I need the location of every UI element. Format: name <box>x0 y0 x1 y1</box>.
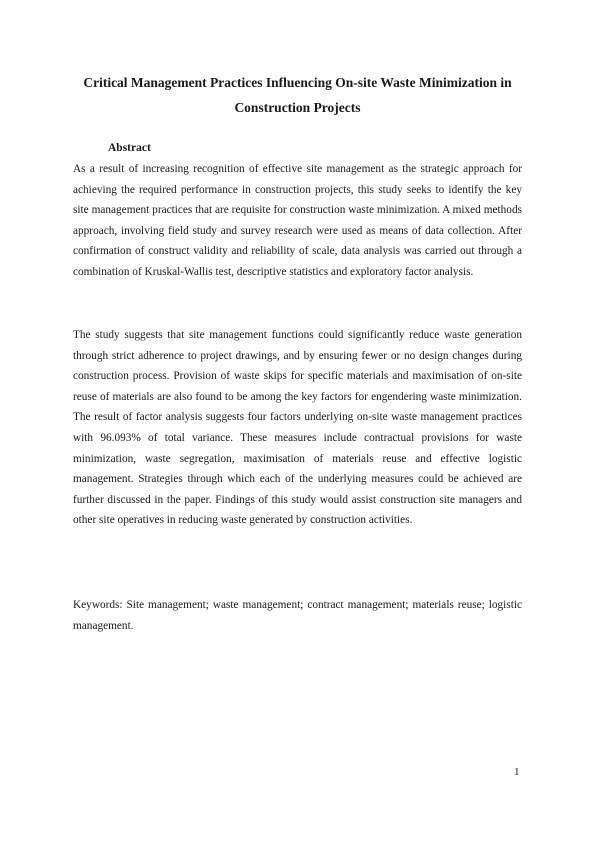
page-number: 1 <box>514 766 520 778</box>
abstract-paragraph-2: The study suggests that site management functions could significantly reduce waste generation through strict adherence to project drawings, and by ensuring fewer or no design changes during construction process. Provision of waste skips for specific materials and maximisation of on-site reuse of materials are also found to be among the key factors for engendering waste minimization. The result of factor analysis suggests four factors underlying on-site waste management practices with 96.093% of total variance. These measures include contractual provisions for waste minimization, waste segregation, maximisation of materials reuse and effective logistic management. Strategies through which each of the underlying measures could be achieved are further discussed in the paper. Findings of this study would assist construction site managers and other site operatives in reducing waste generated by construction activities. <box>73 329 522 527</box>
abstract-heading: Abstract <box>108 142 151 154</box>
keywords-line: Keywords: Site management; waste management; contract management; materials reuse; logistic management. <box>73 599 522 632</box>
abstract-paragraph-1: As a result of increasing recognition of effective site management as the strategic approach for achieving the required performance in construction projects, this study seeks to identify the key site management practices that are requisite for construction waste minimization. A mixed methods approach, involving field study and survey research were used as means of data collection. After confirmation of construct validity and reliability of scale, data analysis was carried out through a combination of Kruskal-Wallis test, descriptive statistics and exploratory factor analysis. <box>73 163 522 278</box>
paper-title: Critical Management Practices Influencing On-site Waste Minimization in Construction Projects <box>83 75 512 115</box>
